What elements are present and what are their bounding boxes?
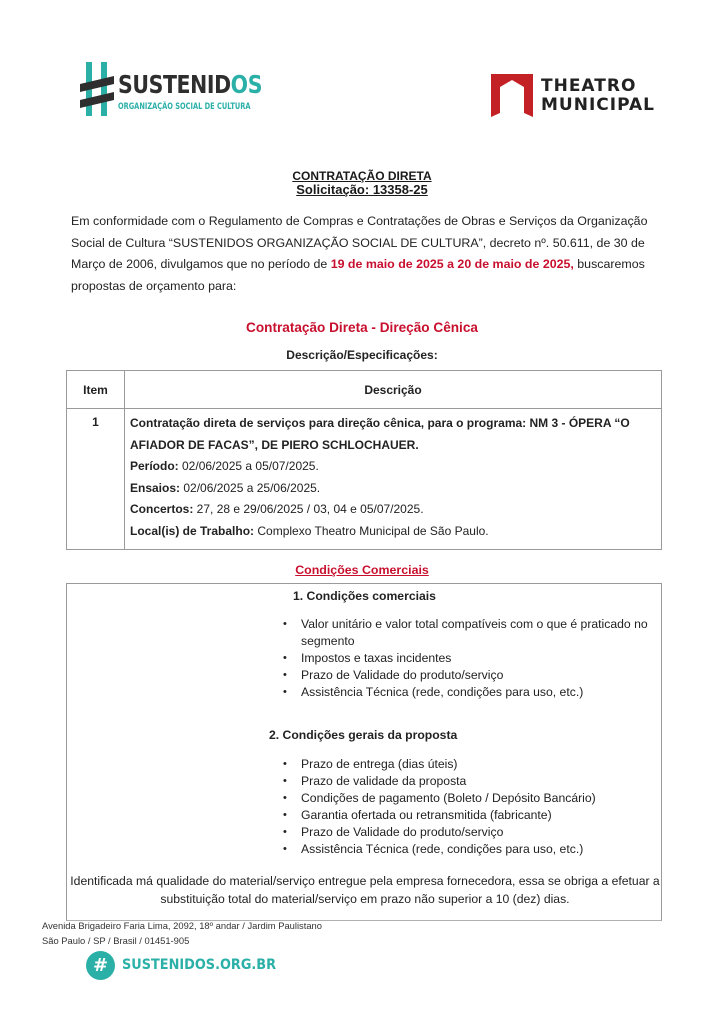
list-item: • Prazo de Validade do produto/serviço xyxy=(283,824,653,841)
column-header-item: Item xyxy=(67,371,125,409)
sustenidos-wordmark: SUSTENIDOS xyxy=(118,70,263,99)
list-item: • Assistência Técnica (rede, condições para uso, etc.) xyxy=(283,841,653,858)
column-header-description: Descrição xyxy=(125,371,662,409)
footer-logo xyxy=(86,951,286,981)
list-item: • Assistência Técnica (rede, condições para uso, etc.) xyxy=(283,684,653,701)
conditions-box xyxy=(66,583,662,921)
quality-note: Identificada má qualidade do material/serviço entregue pela empresa fornecedora, essa se obriga a efetuar a substituição total do material/serviço em prazo não superior a 10 (dez) dias. xyxy=(70,874,660,906)
commercial-conditions-list xyxy=(283,616,653,701)
item-description xyxy=(125,409,662,550)
field-rehearsals: Ensaios: 02/06/2025 a 25/06/2025. xyxy=(130,480,321,495)
field-period: Período: 02/06/2025 a 05/07/2025. xyxy=(130,459,319,474)
table-header-row xyxy=(67,371,662,409)
list-item: • Prazo de entrega (dias úteis) xyxy=(283,756,653,773)
hash-icon xyxy=(80,62,114,116)
list-item: • Prazo de validade da proposta xyxy=(283,773,653,790)
list-item: • Valor unitário e valor total compatíveis com o que é praticado no segmento xyxy=(283,616,653,650)
general-conditions-list xyxy=(283,756,653,858)
hash-circle-icon: # xyxy=(86,951,115,980)
table-row xyxy=(67,409,662,550)
period-highlight: 19 de maio de 2025 a 20 de maio de 2025, xyxy=(330,257,574,271)
intro-paragraph: Em conformidade com o Regulamento de Compras e Contratações de Obras e Serviços da Organização Social de Cultura “SUSTENIDOS ORGANIZAÇÃO SOCIAL DE CULTURA”, decreto nº. 50.611, de 30 de Março de 2006, divulgamos que no período de 19 de maio de 2025 a 20 de maio de 2025, buscaremos propostas de orçamento para: xyxy=(71,214,648,293)
list-item: • Impostos e taxas incidentes xyxy=(283,650,653,667)
section-title: Contratação Direta - Direção Cênica xyxy=(246,320,478,335)
document-title: CONTRATAÇÃO DIRETA xyxy=(292,169,432,183)
list-item: • Condições de pagamento (Boleto / Depósito Bancário) xyxy=(283,790,653,807)
sustenidos-subtitle: ORGANIZAÇÃO SOCIAL DE CULTURA xyxy=(118,102,251,112)
spec-table xyxy=(66,370,662,550)
address-line1: Avenida Brigadeiro Faria Lima, 2092, 18º andar / Jardim Paulistano xyxy=(42,920,322,931)
field-workplace: Local(is) de Trabalho: Complexo Theatro Municipal de São Paulo. xyxy=(130,523,489,538)
item-main-text: Contratação direta de serviços para direção cênica, para o programa: NM 3 - ÓPERA “O AFIADOR DE FACAS”, DE PIERO SCHLOCHAUER. xyxy=(130,416,630,452)
spec-label: Descrição/Especificações: xyxy=(286,348,438,362)
address-line2: São Paulo / SP / Brasil / 01451-905 xyxy=(42,935,190,946)
request-number: Solicitação: 13358-25 xyxy=(296,182,428,197)
conditions-commercial-title: 1. Condições comerciais xyxy=(293,589,436,603)
website-link[interactable]: SUSTENIDOS.ORG.BR xyxy=(122,957,277,973)
field-concerts: Concertos: 27, 28 e 29/06/2025 / 03, 04 e 05/07/2025. xyxy=(130,502,424,517)
sustenidos-logo xyxy=(80,62,263,118)
conditions-heading: Condições Comerciais xyxy=(295,563,429,577)
conditions-general-title: 2. Condições gerais da proposta xyxy=(269,728,458,742)
item-number: 1 xyxy=(67,409,125,550)
arch-icon xyxy=(491,74,533,117)
theatro-line2: MUNICIPAL xyxy=(541,95,655,115)
list-item: • Prazo de Validade do produto/serviço xyxy=(283,667,653,684)
theatro-line1: THEATRO xyxy=(541,76,637,96)
theatro-municipal-logo xyxy=(491,74,661,118)
list-item: • Garantia ofertada ou retransmitida (fabricante) xyxy=(283,807,653,824)
